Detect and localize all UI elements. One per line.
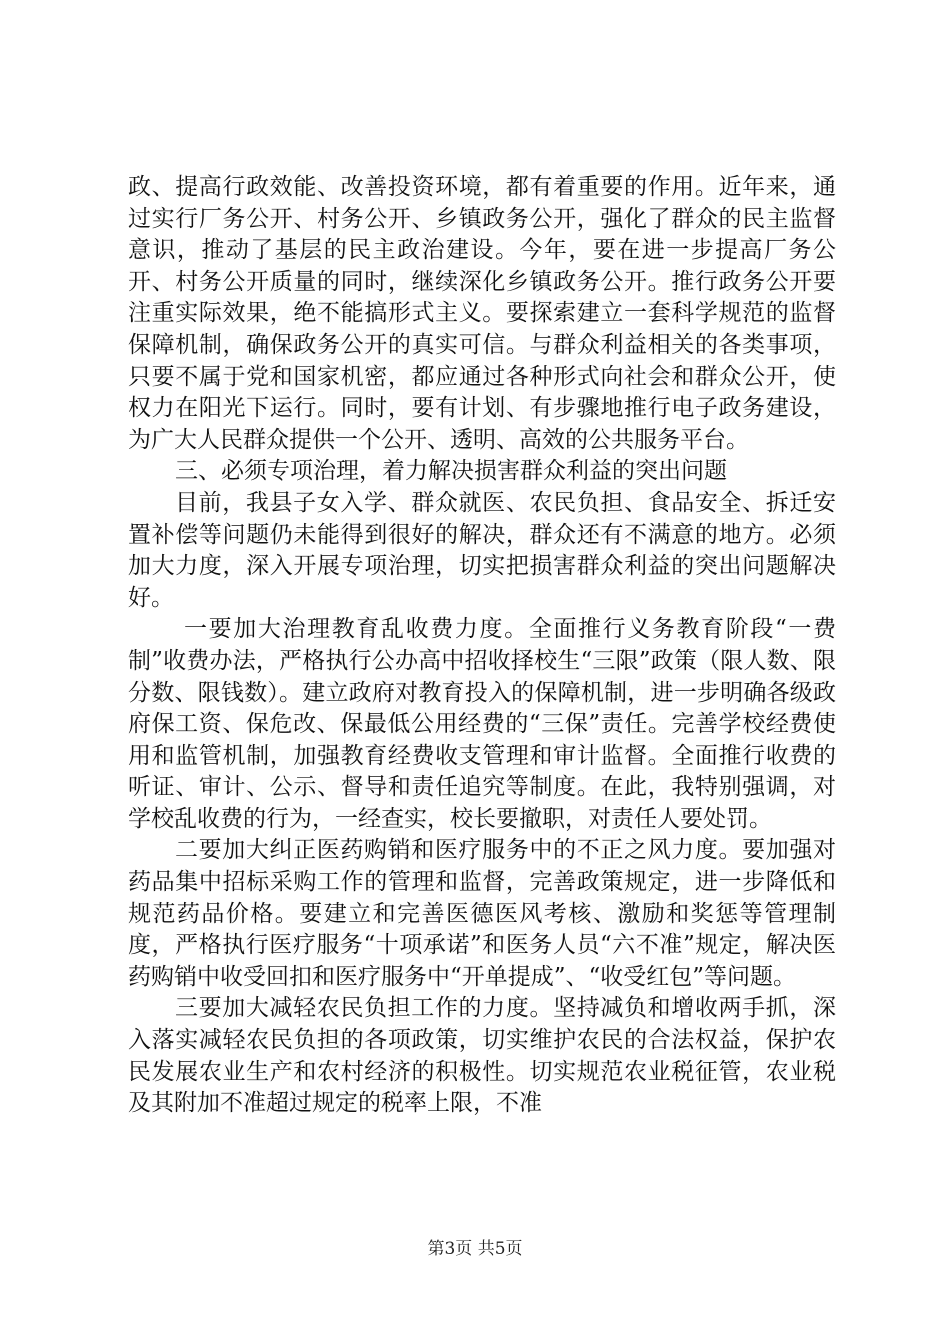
document-body	[128, 172, 836, 1120]
paragraph-education-fees: 一要加大治理教育乱收费力度。全面推行义务教育阶段“一费制”收费办法，严格执行公办高中招收择校生“三限”政策（限人数、限分数、限钱数）。建立政府对教育投入的保障机制，进一步明确各级政府保工资、保危改、保最低公用经费的“三保”责任。完善学校经费使用和监管机制，加强教育经费收支管理和审计监督。全面推行收费的听证、审计、公示、督导和责任追究等制度。在此，我特别强调，对学校乱收费的行为，一经查实，校长要撤职，对责任人要处罚。	[128, 616, 836, 832]
paragraph-continuation: 政、提高行政效能、改善投资环境，都有着重要的作用。近年来，通过实行厂务公开、村务公开、乡镇政务公开，强化了群众的民主监督意识，推动了基层的民主政治建设。今年，要在进一步提高厂务公开、村务公开质量的同时，继续深化乡镇政务公开。推行政务公开要注重实际效果，绝不能搞形式主义。要探索建立一套科学规范的监督保障机制，确保政务公开的真实可信。与群众利益相关的各类事项，只要不属于党和国家机密，都应通过各种形式向社会和群众公开，使权力在阳光下运行。同时，要有计划、有步骤地推行电子政务建设，为广大人民群众提供一个公开、透明、高效的公共服务平台。	[128, 174, 836, 453]
page-number-footer: 第3页 共5页	[427, 1239, 523, 1259]
paragraph-farmer-burden: 三要加大减轻农民负担工作的力度。坚持减负和增收两手抓，深入落实减轻农民负担的各项政策，切实维护农民的合法权益，保护农民发展农业生产和农村经济的积极性。切实规范农业税征管，农业税及其附加不准超过规定的税率上限，不准	[128, 995, 836, 1117]
paragraph-intro: 目前，我县子女入学、群众就医、农民负担、食品安全、拆迁安置补偿等问题仍未能得到很好的解决，群众还有不满意的地方。必须加大力度，深入开展专项治理，切实把损害群众利益的突出问题解决好。	[128, 489, 836, 611]
section-heading: 三、必须专项治理，着力解决损害群众利益的突出问题	[175, 458, 727, 485]
paragraph-medical-services: 二要加大纠正医药购销和医疗服务中的不正之风力度。要加强对药品集中招标采购工作的管理和监督，完善政策规定，进一步降低和规范药品价格。要建立和完善医德医风考核、激励和奖惩等管理制度，严格执行医疗服务“十项承诺”和医务人员“六不准”规定，解决医药购销中收受回扣和医疗服务中“开单提成”、“收受红包”等问题。	[128, 837, 836, 990]
